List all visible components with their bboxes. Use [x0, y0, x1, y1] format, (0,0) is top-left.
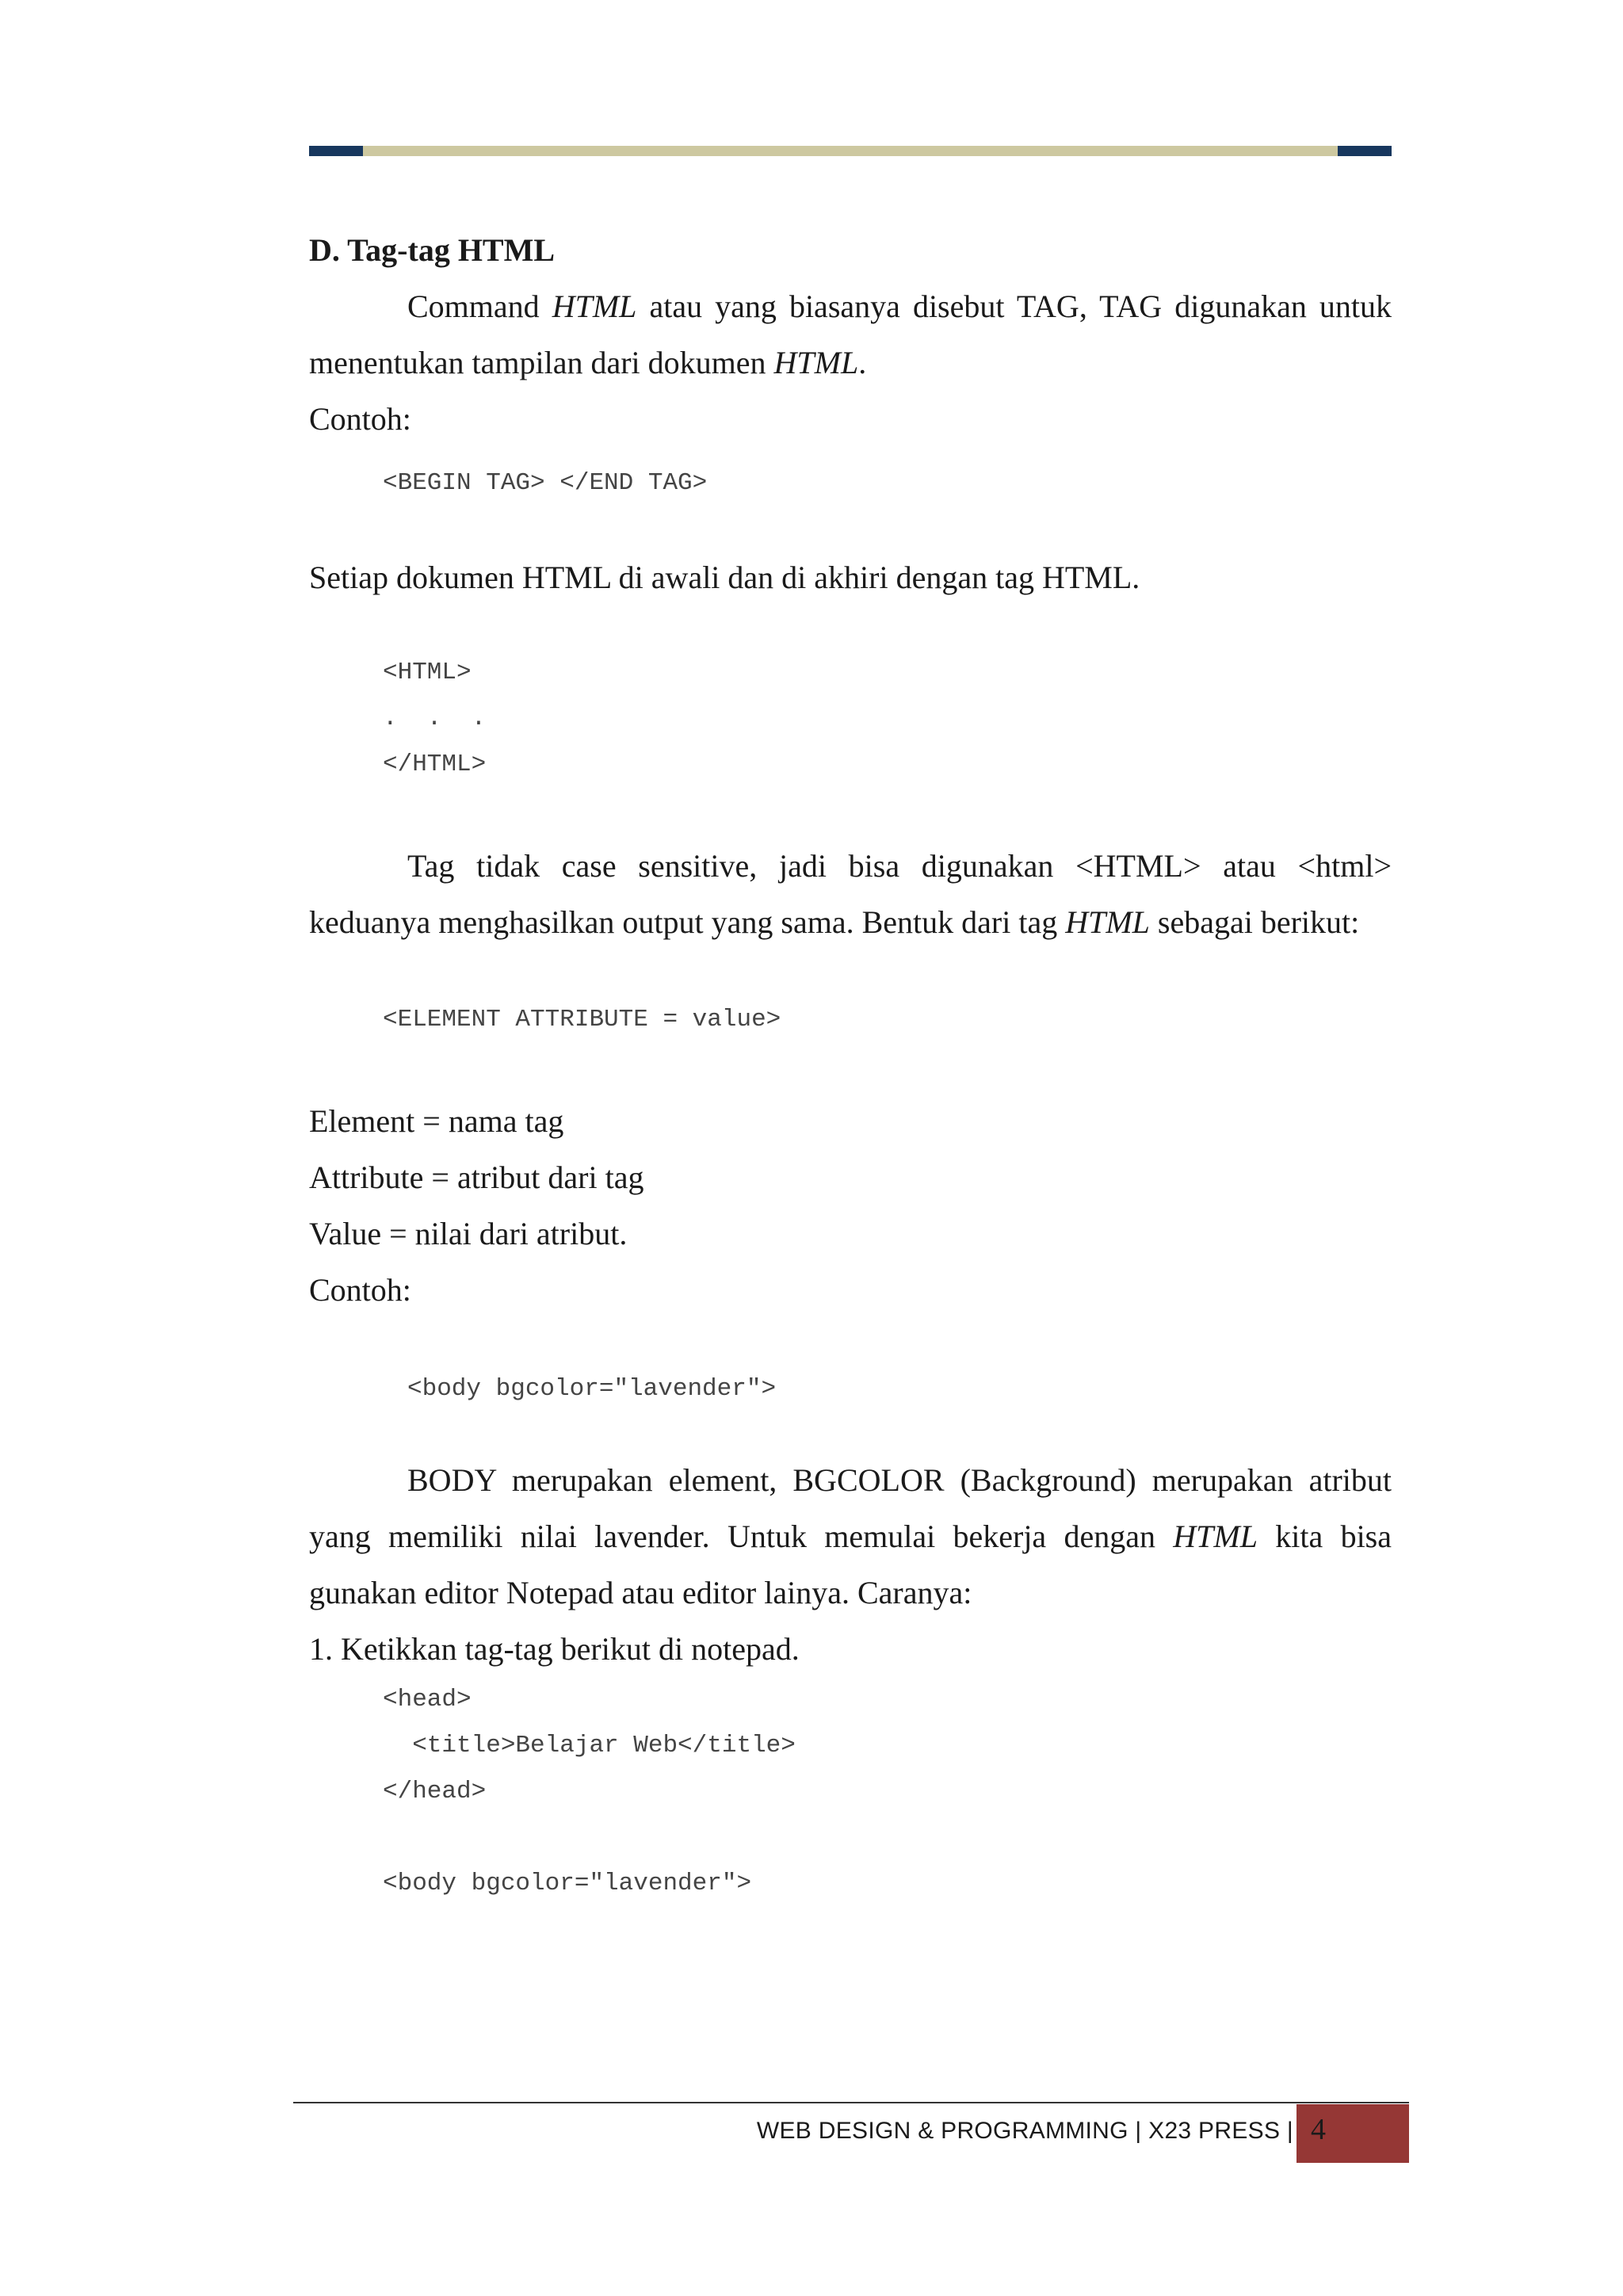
code-block-begin-end-tag: [309, 469, 1392, 497]
definition-attribute: Attribute = atribut dari tag: [309, 1159, 644, 1195]
footer-rule: [293, 2102, 1409, 2103]
paragraph-text: sebagai berikut:: [1149, 904, 1360, 940]
code-line: <body bgcolor="lavender">: [407, 1375, 777, 1403]
section-heading: D. Tag-tag HTML: [309, 232, 556, 268]
header-decorative-bar: [309, 146, 1392, 156]
paragraph-body-element: [309, 1452, 1392, 1621]
code-line: <head>: [383, 1686, 472, 1713]
page-number: 4: [1311, 2113, 1326, 2146]
paragraph-setiap-dokumen: Setiap dokumen HTML di awali dan di akhiri dengan tag HTML.: [309, 560, 1140, 595]
paragraph-command-html: [309, 278, 1392, 391]
footer-title: WEB DESIGN & PROGRAMMING | X23 PRESS |: [756, 2118, 1293, 2144]
code-block-body-bgcolor: [309, 1375, 1392, 1403]
code-line: <title>Belajar Web</title>: [383, 1732, 796, 1759]
step-one: 1. Ketikkan tag-tag berikut di notepad.: [309, 1631, 800, 1667]
paragraph-text: Tag tidak case sensitive, jadi bisa digunakan <HTML> atau <html> keduanya menghasilkan output yang sama. Bentuk dari tag: [309, 848, 1392, 940]
example-label: Contoh:: [309, 1272, 411, 1308]
code-line: <ELEMENT ATTRIBUTE = value>: [383, 1006, 781, 1033]
paragraph-text: kita bisa gunakan editor Notepad atau editor lainya. Caranya:: [309, 1519, 1392, 1610]
paragraph-text: Command: [407, 288, 552, 324]
emphasis-html: HTML: [1173, 1519, 1258, 1554]
paragraph-case-sensitive: [309, 838, 1392, 950]
paragraph-text: BODY merupakan element, BGCOLOR (Background) merupakan atribut yang memiliki nilai lavender. Untuk memulai bekerja dengan: [309, 1462, 1392, 1554]
code-line: <BEGIN TAG> </END TAG>: [383, 469, 708, 497]
code-line: </head>: [383, 1778, 487, 1805]
definition-value: Value = nilai dari atribut.: [309, 1216, 628, 1251]
code-block-element-attribute: [309, 1006, 1392, 1033]
header-bar-right-cap: [1338, 146, 1392, 156]
code-block-notepad: [309, 1677, 1392, 1907]
definition-element: Element = nama tag: [309, 1103, 564, 1139]
code-line: [383, 1815, 1392, 1861]
header-bar-left-cap: [309, 146, 363, 156]
page-content: [309, 222, 1392, 1907]
code-line: . . .: [383, 705, 487, 732]
emphasis-html: HTML: [773, 345, 859, 380]
code-line: <body bgcolor="lavender">: [383, 1870, 752, 1897]
emphasis-html: HTML: [1065, 904, 1150, 940]
definition-list: [309, 1093, 1392, 1318]
paragraph-text: atau yang biasanya disebut TAG, TAG digunakan untuk menentukan tampilan dari dokumen: [309, 288, 1392, 380]
code-block-html: [309, 650, 1392, 788]
emphasis-html: HTML: [552, 288, 637, 324]
paragraph-text: .: [858, 345, 867, 380]
code-line: </HTML>: [383, 751, 487, 778]
code-line: <HTML>: [383, 659, 472, 686]
example-label: Contoh:: [309, 401, 411, 437]
